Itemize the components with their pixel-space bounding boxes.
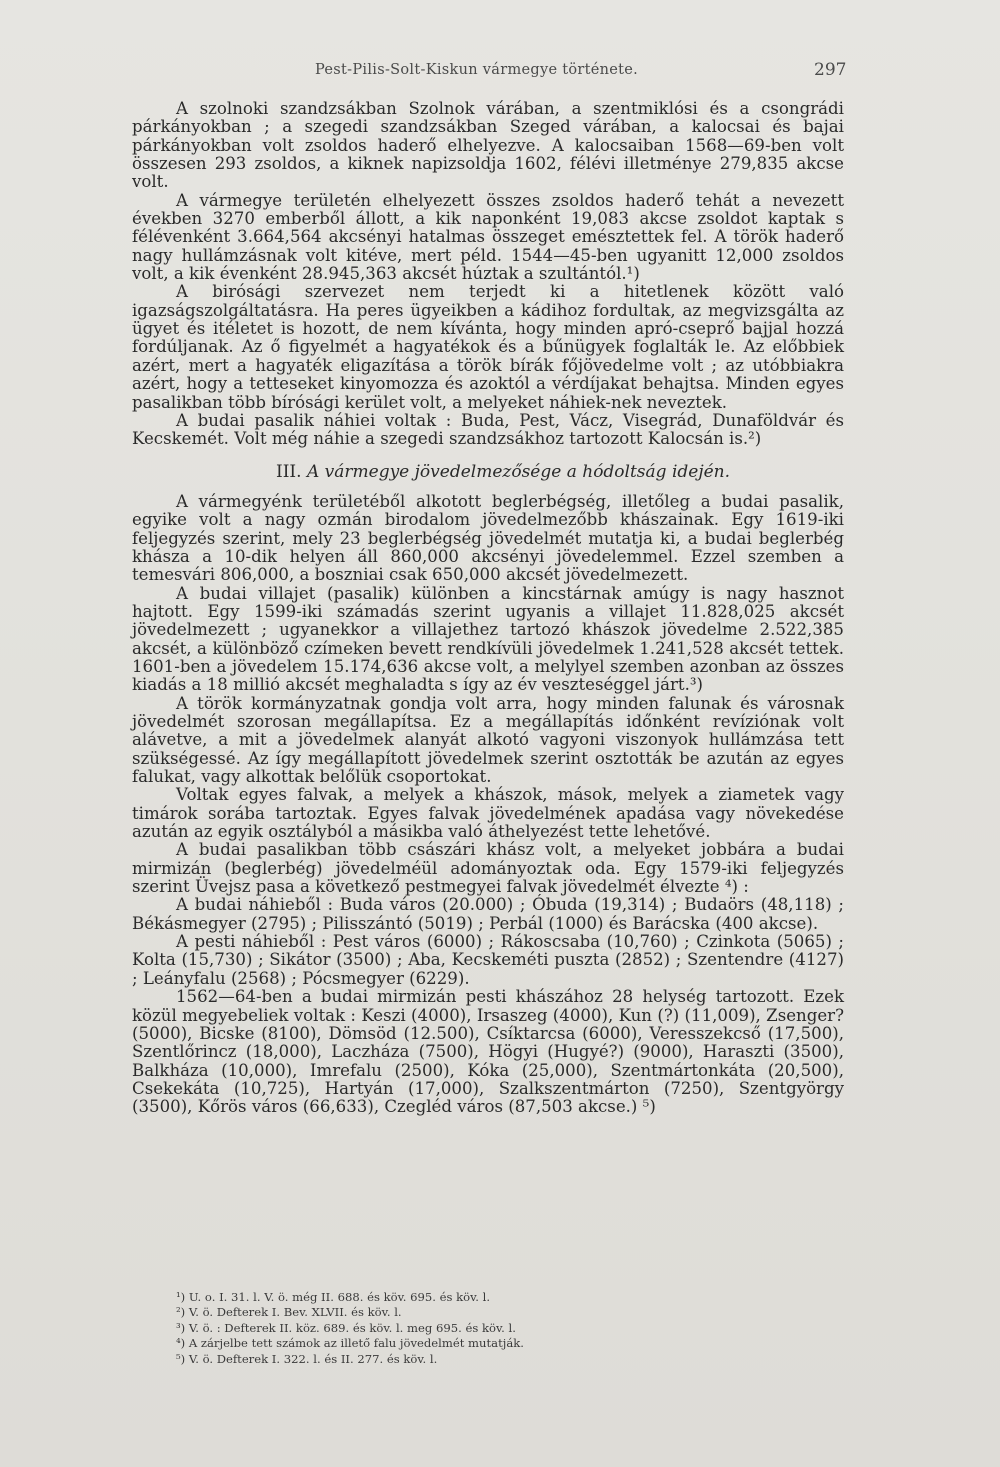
paragraph: A birósági szervezet nem terjedt ki a hitetlenek között való igazságszolgáltatásra. Ha peres ügyeikben a kádihoz fordultak, az megvizsgálta az ügyet és itéletet is hozott, de nem kívánta, hogy minden apró-cseprő bajjal hozzá fordúljanak. Az ő figyelmét a hagyatékok és a bűnügyek foglalták le. Az előbbiek azért, mert a hagyaték eligazítása a török bírák főjövedelme volt ; az utóbbiakra azért, hogy a tetteseket kinyomozza és azoktól a vérdíjakat behajtsa. Minden egyes pasalikban több bírósági kerület volt, a melyeket náhiek-nek neveztek.	[132, 282, 844, 412]
footnote: ⁴) A zárjelbe tett számok az illető falu jövedelmét mutatják.	[176, 1336, 524, 1351]
paragraph: A pesti náhieből : Pest város (6000) ; Rákoscsaba (10,760) ; Czinkota (5065) ; Kolta (15,730) ; Sikátor (3500) ; Aba, Kecskeméti puszta (2852) ; Szentendre (4127) ; Leányfalu (2568) ; Pócsmegyer (6229).	[132, 932, 844, 988]
section-title: A vármegye jövedelmezősége a hódoltság idején.	[306, 461, 731, 482]
paragraph: Voltak egyes falvak, a melyek a khászok, mások, melyek a ziametek vagy timárok sorába tartoztak. Egyes falvak jövedelmének apadása vagy növekedése azután az egyik osztályból a másikba való áthelyezést tette lehetővé.	[132, 785, 844, 842]
footnotes	[176, 1290, 736, 1367]
running-header	[0, 62, 1000, 86]
section-heading	[132, 463, 844, 481]
paragraph: A budai pasalik náhiei voltak : Buda, Pest, Vácz, Visegrád, Dunaföldvár és Kecskemét. Volt még náhie a szegedi szandzsákhoz tartozott Kalocsán is.²)	[132, 410, 844, 449]
paragraph: A vármegyénk területéből alkotott beglerbégség, illetőleg a budai pasalik, egyike volt a nagy ozmán birodalom jövedelmezőbb khászainak. Egy 1619-iki feljegyzés szerint, mely 23 beglerbégség jövedelmét mutatja ki, a budai beglerbég khásza a 10-dik helyen áll 860,000 akcsényi jövedelemmel. Ezzel szemben a temesvári 806,000, a boszniai csak 650,000 akcsét jövedelmezett.	[132, 491, 844, 585]
header-title: Pest-Pilis-Solt-Kiskun vármegye története.	[315, 62, 639, 78]
section-number: III.	[276, 461, 302, 482]
paragraph: A szolnoki szandzsákban Szolnok várában, a szentmiklósi és a csongrádi párkányokban ; a szegedi szandzsákban Szeged várában, a kalocsai és bajai párkányokban volt zsoldos haderő elhelyezve. A kalocsaiban 1568—69-ben volt összesen 293 zsoldos, a kiknek napizsoldja 1602, félévi illetménye 279,835 akcse volt.	[132, 99, 844, 192]
footnote: ¹) U. o. I. 31. l. V. ö. még II. 688. és köv. 695. és köv. l.	[176, 1290, 491, 1304]
paragraph: A budai pasalikban több császári khász volt, a melyeket jobbára a budai mirmizán (beglerbég) jövedelméül adományoztak oda. Egy 1579-iki feljegyzés szerint Üvejsz pasa a következő pestmegyei falvak jövedelmét élvezte ⁴) :	[132, 840, 844, 897]
page-number: 297	[814, 60, 847, 80]
paragraph: A török kormányzatnak gondja volt arra, hogy minden falunak és városnak jövedelmét szorosan megállapítsa. Ez a megállapítás időnként revíziónak volt alávetve, a mit a jövedelmek alanyát alkotó vagyoni viszonyok hullámzása tett szükségessé. Az így megállapított jövedelmek szerint osztották be azután az egyes falukat, vagy alkottak belőlük csoportokat.	[132, 693, 844, 787]
main-text	[132, 100, 844, 1117]
footnote: ³) V. ö. : Defterek II. köz. 689. és köv. l. meg 695. és köv. l.	[176, 1320, 516, 1335]
paragraph: 1562—64-ben a budai mirmizán pesti khászához 28 helység tartozott. Ezek közül megyebeliek voltak : Keszi (4000), Irsaszeg (4000), Kun (?) (11,009), Zsenger? (5000), Bicske (8100), Dömsöd (12.500), Csíktarcsa (6000), Veresszekcső (17,500), Szentlőrincz (18,000), Laczháza (7500), Högyi (Hugyé?) (9000), Haraszti (3500), Balkháza (10,000), Imrefalu (2500), Kóka (25,000), Szentmártonkáta (20,500), Csekekáta (10,725), Hartyán (17,000), Szalkszentmárton (7250), Szentgyörgy (3500), Kőrös város (66,633), Czegléd város (87,503 akcse.) ⁵)	[132, 987, 844, 1117]
paragraph: A budai villajet (pasalik) különben a kincstárnak amúgy is nagy hasznot hajtott. Egy 1599-iki számadás szerint ugyanis a villajet 11.828,025 akcsét jövedelmezett ; ugyanekkor a villajethez tartozó khászok jövedelme 2.522,385 akcsét, a különböző czímeken bevett rendkívüli jövedelmek 1.241,528 akcsét tettek. 1601-ben a jövedelem 15.174,636 akcse volt, a melylyel szemben azonban az összes kiadás a 18 millió akcsét meghaladta s így az év veszteséggel járt.³)	[132, 583, 844, 695]
paragraph: A vármegye területén elhelyezett összes zsoldos haderő tehát a nevezett években 3270 emberből állott, a kik naponként 19,083 akcse zsoldot kaptak s félévenként 3.664,564 akcsényi hatalmas összeget emésztettek fel. A török haderő nagy hullámzásnak volt kitéve, mert péld․ 1544—45-ben ugyanitt 12,000 zsoldos volt, a kik évenként 28.945,363 akcsét húztak a szultántól.¹)	[132, 190, 844, 284]
paragraph: A budai náhieből : Buda város (20.000) ; Óbuda (19,314) ; Budaörs (48,118) ; Békásmegyer (2795) ; Pilisszántó (5019) ; Perbál (1000) és Barácska (400 akcse).	[132, 895, 844, 933]
footnote: ²) V. ö. Defterek I. Bev. XLVII. és köv. l.	[176, 1305, 402, 1320]
footnote: ⁵) V. ö. Defterek I. 322. l. és II. 277. és köv. l.	[176, 1351, 438, 1366]
